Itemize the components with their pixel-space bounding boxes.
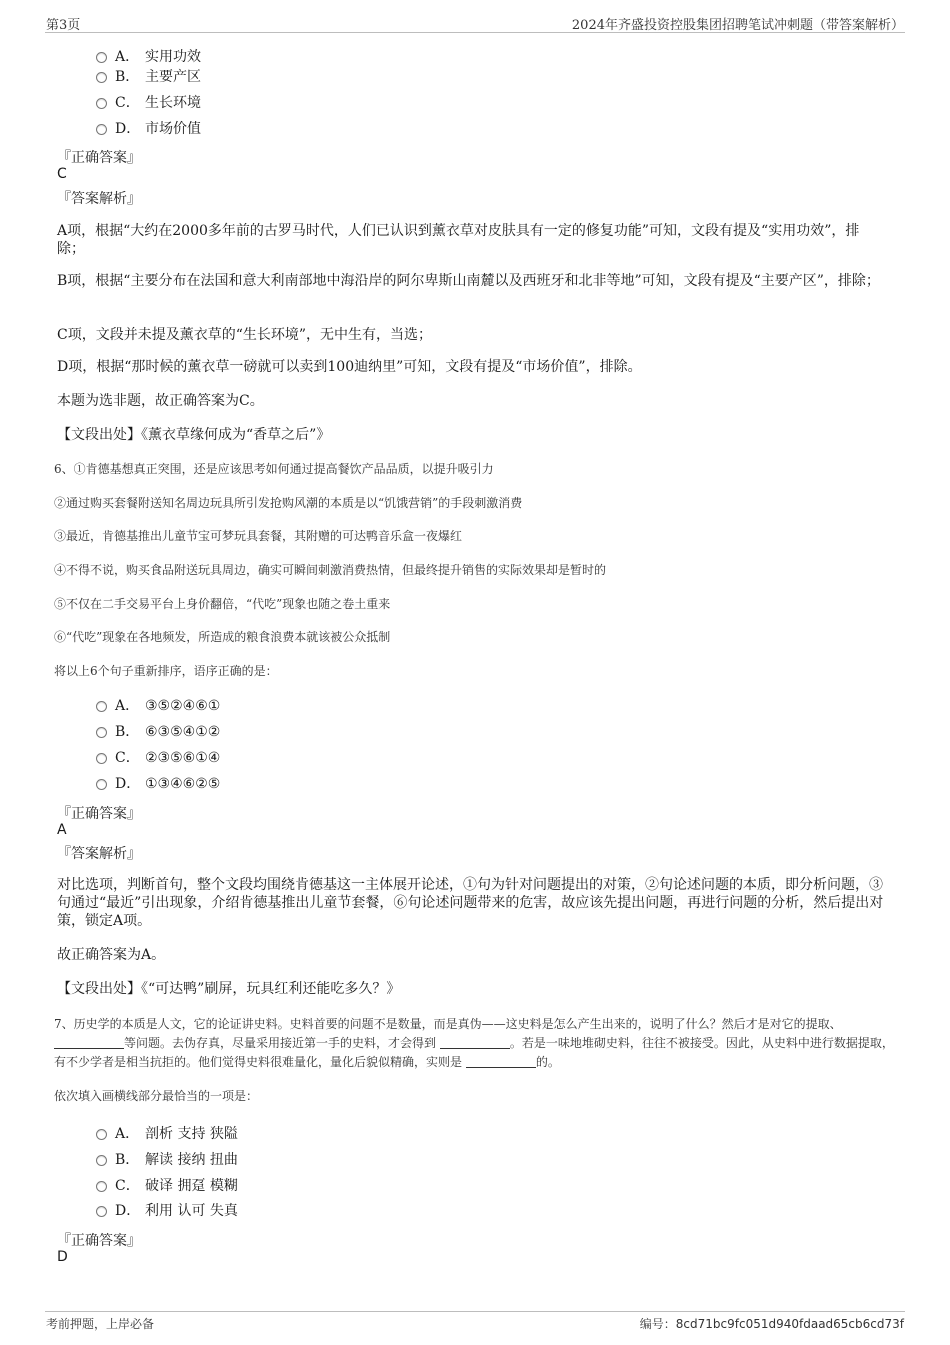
q7-answer-label: 『正确答案』 — [57, 1233, 141, 1249]
document-title: 2024年齐盛投资控股集团招聘笔试冲刺题（带答案解析） — [571, 18, 904, 33]
q7-stem: 7、历史学的本质是人文，它的论证讲史料。史料首要的问题不是数量，而是真伪——这史料是怎么产生出来的，说明了什么？然后才是对它的提取、 等问题。去伪存真，尽量采用接近第一手的史料，才会得到 。若是一味地堆砌史料，往往不被接受。因此，从史料中进行数据提取，有不少学者是相当抗拒的。他们觉得史料很难量化，量化后貌似精确，实则是 的。 — [54, 1017, 894, 1069]
q5-answer: C — [57, 166, 67, 182]
blank-line — [54, 1036, 124, 1049]
q6-sentence-6: ⑥“代吃”现象在各地频发，所造成的粮食浪费本就该被公众抵制 — [54, 630, 391, 644]
radio-icon[interactable] — [96, 52, 107, 63]
q7-option-b[interactable]: B． 解读 接纳 扭曲 — [96, 1151, 238, 1169]
radio-icon[interactable] — [96, 1181, 107, 1192]
radio-icon[interactable] — [96, 701, 107, 712]
q6-prompt: 将以上6个句子重新排序，语序正确的是： — [54, 664, 278, 678]
header-rule — [45, 32, 905, 33]
q5-option-c[interactable]: C． 生长环境 — [96, 94, 201, 112]
q5-conclusion: 本题为选非题，故正确答案为C。 — [57, 393, 264, 409]
q7-prompt: 依次填入画横线部分最恰当的一项是： — [54, 1089, 259, 1103]
q7-option-c[interactable]: C． 破译 拥趸 模糊 — [96, 1177, 238, 1195]
q5-option-a[interactable]: A． 实用功效 — [96, 48, 201, 66]
radio-icon[interactable] — [96, 779, 107, 790]
q5-answer-label: 『正确答案』 — [57, 150, 141, 166]
q6-sentence-5: ⑤不仅在二手交易平台上身价翻倍，“代吃”现象也随之卷土重来 — [54, 597, 391, 611]
blank-line — [440, 1036, 510, 1049]
q5-analysis-label: 『答案解析』 — [57, 191, 141, 207]
q6-analysis-label: 『答案解析』 — [57, 846, 141, 862]
q6-option-b[interactable]: B． ⑥③⑤④①② — [96, 723, 220, 741]
q6-sentence-3: ③最近，肯德基推出儿童节宝可梦玩具套餐，其附赠的可达鸭音乐盒一夜爆红 — [54, 529, 463, 543]
radio-icon[interactable] — [96, 1206, 107, 1217]
q6-sentence-4: ④不得不说，购买食品附送玩具周边，确实可瞬间刺激消费热情，但最终提升销售的实际效果却是暂时的 — [54, 563, 607, 577]
q6-conclusion: 故正确答案为A。 — [57, 947, 166, 963]
q6-sentence-2: ②通过购买套餐附送知名周边玩具所引发抢购风潮的本质是以“饥饿营销”的手段刺激消费 — [54, 496, 523, 510]
q5-analysis-b: B项，根据“主要分布在法国和意大利南部地中海沿岸的阿尔卑斯山南麓以及西班牙和北非等地”可知，文段有提及“主要产区”，排除； — [57, 273, 880, 289]
radio-icon[interactable] — [96, 124, 107, 135]
radio-icon[interactable] — [96, 1129, 107, 1140]
q6-answer-label: 『正确答案』 — [57, 806, 141, 822]
q6-answer: A — [57, 822, 67, 838]
q5-analysis-d: D项，根据“那时候的薰衣草一磅就可以卖到100迪纳里”可知，文段有提及“市场价值”，排除。 — [57, 359, 642, 375]
footer-rule — [45, 1311, 905, 1312]
q6-source: 【文段出处】《“可达鸭”刷屏，玩具红利还能吃多久？》 — [57, 981, 401, 997]
blank-line — [466, 1055, 536, 1068]
q7-option-d[interactable]: D． 利用 认可 失真 — [96, 1202, 238, 1220]
q7-answer: D — [57, 1249, 68, 1265]
radio-icon[interactable] — [96, 727, 107, 738]
radio-icon[interactable] — [96, 98, 107, 109]
radio-icon[interactable] — [96, 72, 107, 83]
q6-option-c[interactable]: C． ②③⑤⑥①④ — [96, 749, 220, 767]
q5-source: 【文段出处】《薰衣草缘何成为“香草之后”》 — [57, 427, 331, 443]
page-number: 第3页 — [46, 18, 81, 33]
q5-analysis-c: C项，文段并未提及薰衣草的“生长环境”，无中生有，当选； — [57, 327, 433, 343]
q7-option-a[interactable]: A． 剖析 支持 狭隘 — [96, 1125, 238, 1143]
radio-icon[interactable] — [96, 1155, 107, 1166]
q5-option-d[interactable]: D． 市场价值 — [96, 120, 201, 138]
q5-analysis-a: A项，根据“大约在2000多年前的古罗马时代，人们已认识到薰衣草对皮肤具有一定的修复功能”可知，文段有提及“实用功效”，排除； — [57, 223, 860, 257]
document-code: 编号：8cd71bc9fc051d940fdaad65cb6cd73f — [639, 1317, 904, 1331]
q6-option-a[interactable]: A． ③⑤②④⑥① — [96, 697, 220, 715]
q6-analysis: 对比选项，判断首句，整个文段均围绕肯德基这一主体展开论述，①句为针对问题提出的对策，②句论述问题的本质，即分析问题，③句通过“最近”引出现象，介绍肯德基推出儿童节套餐，⑥句论述问题带来的危害，故应该先提出问题，再进行问题的分析，然后提出对策，锁定A项。 — [57, 877, 884, 929]
q6-option-d[interactable]: D． ①③④⑥②⑤ — [96, 775, 220, 793]
q5-option-b[interactable]: B． 主要产区 — [96, 68, 201, 86]
q6-sentence-1: 6、①肯德基想真正突围，还是应该思考如何通过提高餐饮产品品质，以提升吸引力 — [54, 462, 494, 476]
radio-icon[interactable] — [96, 753, 107, 764]
footer-slogan: 考前押题，上岸必备 — [46, 1317, 155, 1331]
